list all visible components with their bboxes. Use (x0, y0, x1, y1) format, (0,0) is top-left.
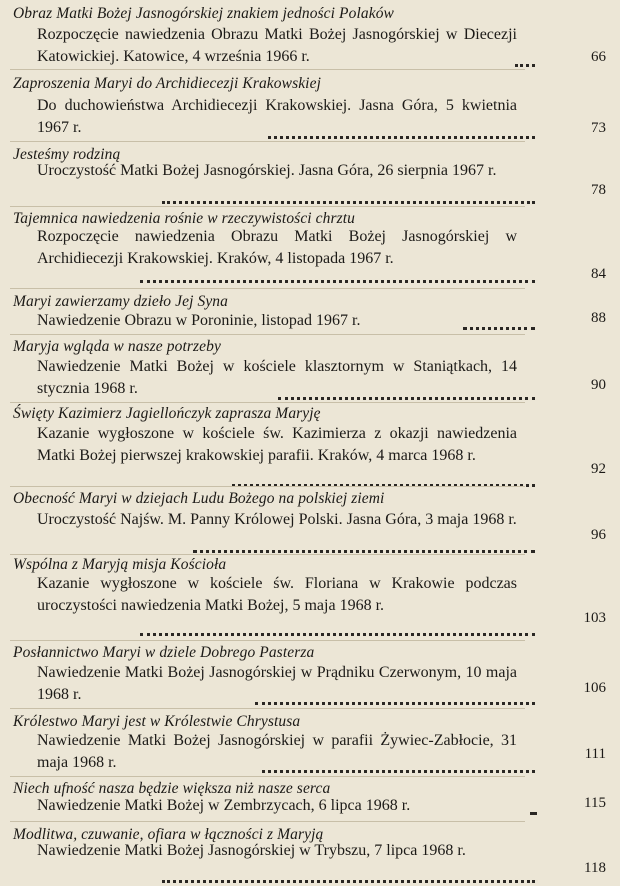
entry-title: Królestwo Maryi jest w Królestwie Chrystusa (13, 713, 301, 730)
entry-title: Maryi zawierzamy dzieło Jej Syna (13, 293, 228, 310)
entry-page-number: 111 (584, 746, 606, 762)
entry-page-number: 96 (591, 527, 606, 543)
entry-description: Nawiedzenie Obrazu w Poroninie, listopad 1967 r. (37, 312, 361, 329)
entry-page-number: 103 (583, 610, 606, 626)
entry-divider (10, 288, 525, 289)
entry-page-number: 84 (591, 266, 606, 282)
entry-divider (10, 821, 525, 822)
entry-description: Uroczystość Najśw. M. Panny Królowej Polski. Jasna Góra, 3 maja 1968 r. (37, 511, 517, 528)
entry-description: Nawiedzenie Matki Bożej Jasnogórskiej w Prądniku Czerwonym, 10 maja 1968 r. (37, 664, 517, 703)
entry-description: Nawiedzenie Matki Bożej w kościele klasztornym w Staniątkach, 14 stycznia 1968 r. (37, 358, 517, 397)
entry-description: Do duchowieństwa Archidiecezji Krakowskiej. Jasna Góra, 5 kwietnia 1967 r. (37, 97, 517, 136)
entry-description: Nawiedzenie Matki Bożej Jasnogórskiej w Trybszu, 7 lipca 1968 r. (37, 842, 466, 859)
leader-dots (530, 800, 535, 815)
leader-dots (262, 758, 535, 773)
entry-divider (10, 402, 525, 403)
leader-dots (162, 189, 535, 204)
entry-divider (10, 640, 525, 641)
entry-page-number: 73 (591, 120, 606, 136)
entry-title: Wspólna z Maryją misja Kościoła (13, 556, 227, 573)
entry-page-number: 106 (583, 680, 606, 696)
entry-divider (10, 554, 525, 555)
entry-title: Obraz Matki Bożej Jasnogórskiej znakiem jedności Polaków (13, 5, 394, 22)
entry-title: Tajemnica nawiedzenia rośnie w rzeczywistości chrztu (13, 210, 356, 227)
entry-page-number: 78 (591, 182, 606, 198)
entry-page-number: 118 (584, 860, 606, 876)
entry-description: Uroczystość Matki Bożej Jasnogórskiej. Jasna Góra, 26 sierpnia 1967 r. (37, 162, 497, 179)
entry-description: Kazanie wygłoszone w kościele św. Kazimierza z okazji nawiedzenia Matki Bożej pierwszej krakowskiej parafii. Kraków, 4 marca 1968 r. (37, 425, 517, 464)
entry-description: Rozpoczęcie nawiedzenia Obrazu Matki Bożej Jasnogórskiej w Diecezji Katowickiej. Katowice, 4 września 1966 r. (37, 26, 517, 65)
entry-description: Kazanie wygłoszone w kościele św. Floriana w Krakowie podczas uroczystości nawiedzenia Matki Bożej, 5 maja 1968 r. (37, 575, 517, 614)
entry-divider (10, 708, 525, 709)
leader-dots (232, 472, 535, 487)
entry-title: Niech ufność nasza będzie większa niż nasze serca (13, 780, 331, 797)
entry-divider (10, 141, 525, 142)
entry-divider (10, 334, 525, 335)
entry-title: Posłannictwo Maryi w dziele Dobrego Pasterza (13, 644, 315, 661)
entry-divider (10, 69, 525, 70)
entry-page-number: 92 (591, 461, 606, 477)
leader-dots (268, 124, 535, 139)
leader-dots (515, 52, 535, 67)
leader-dots (255, 690, 535, 705)
entry-title: Święty Kazimierz Jagiellończyk zaprasza Maryję (13, 405, 321, 422)
entry-title: Jesteśmy rodziną (13, 146, 121, 163)
entry-page-number: 90 (591, 377, 606, 393)
entry-divider (10, 776, 525, 777)
entry-description: Rozpoczęcie nawiedzenia Obrazu Matki Bożej Jasnogórskiej w Archidiecezji Krakowskiej. Kraków, 4 listopada 1967 r. (37, 228, 517, 267)
leader-dots (140, 621, 535, 636)
entry-title: Zaproszenia Maryi do Archidiecezji Krakowskiej (13, 75, 321, 92)
entry-description: Nawiedzenie Matki Bożej w Zembrzycach, 6 lipca 1968 r. (37, 797, 411, 814)
leader-dots (140, 268, 535, 283)
entry-description: Nawiedzenie Matki Bożej Jasnogórskiej w parafii Żywiec-Zabłocie, 31 maja 1968 r. (37, 732, 517, 771)
entry-divider (10, 206, 525, 207)
entry-page-number: 115 (584, 795, 606, 811)
entry-divider (10, 486, 525, 487)
leader-dots (278, 385, 535, 400)
entry-page-number: 66 (591, 49, 606, 65)
entry-title: Modlitwa, czuwanie, ofiara w łączności z Maryją (13, 826, 324, 843)
leader-dots (162, 868, 535, 883)
leader-dots (193, 538, 535, 553)
entry-title: Maryja wgląda w nasze potrzeby (13, 338, 221, 355)
entry-title: Obecność Maryi w dziejach Ludu Bożego na polskiej ziemi (13, 490, 385, 507)
leader-dots (463, 315, 535, 330)
entry-page-number: 88 (591, 310, 606, 326)
